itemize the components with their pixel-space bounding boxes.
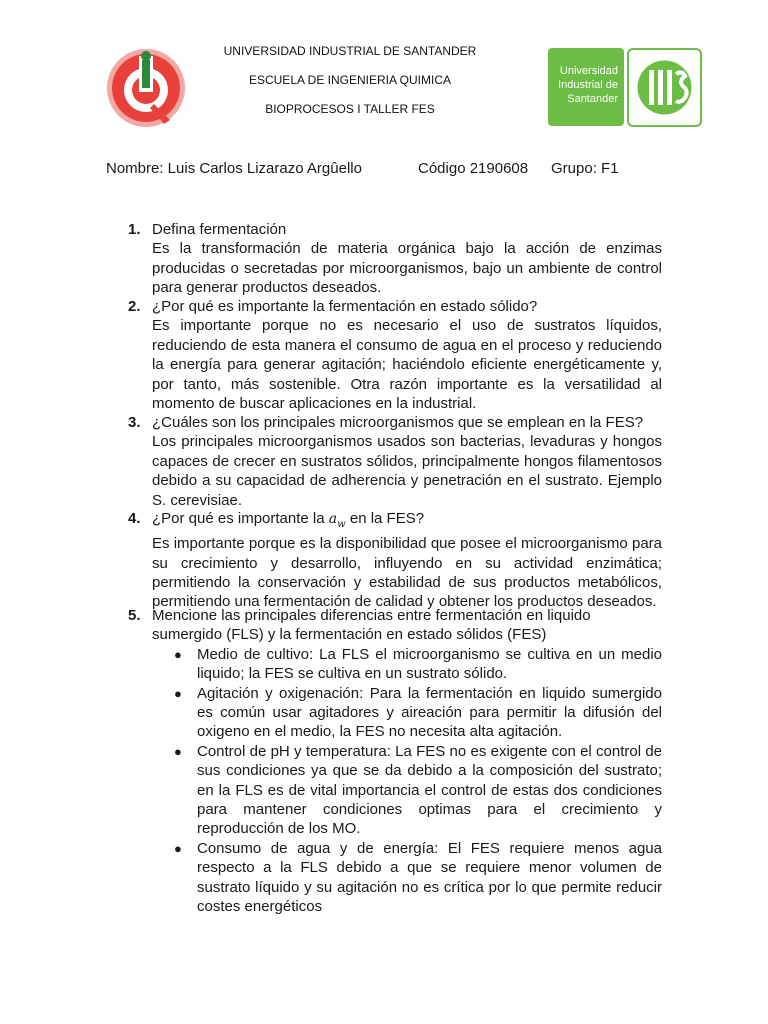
question-block	[128, 509, 662, 612]
list-item-text: Control de pH y temperatura: La FES no es exigente con el control de sus condiciones ya que se da debido a la composición del sustrato; en la FLS es de vital importancia el control de estas dos condiciones para mantener condiciones optimas para el crecimiento y reproducción de los MO.	[197, 742, 662, 838]
question-block	[128, 413, 662, 510]
school-name: ESCUELA DE INGENIERIA QUIMICA	[248, 73, 452, 87]
question-text	[152, 509, 662, 534]
list-item	[152, 839, 662, 917]
question-block	[128, 606, 662, 917]
question-text: ¿Cuáles son los principales microorganismos que se emplean en la FES?	[152, 414, 644, 431]
question-number: 3.	[128, 414, 141, 431]
question-number: 2.	[128, 298, 141, 315]
bullet-icon: ●	[174, 646, 182, 662]
logo-text-line: Santander	[567, 93, 618, 105]
question-text: Defina fermentación	[152, 221, 287, 238]
list-item-text: Consumo de agua y de energía: El FES requiere menos agua respecto a la FLS debido a que se requiere menor volumen de sustrato líquido y su agitación no es crítica por lo que permite reducir costes energéticos	[197, 839, 662, 916]
course-title: BIOPROCESOS I TALLER FES	[265, 102, 435, 116]
list-item-text: Medio de cultivo: La FLS el microorganismo se cultiva en un medio liquido; la FES se cultiva en un sustrato sólido.	[197, 645, 662, 683]
water-activity-var: a	[328, 511, 338, 527]
answer-text: Los principales microorganismos usados son bacterias, levaduras y hongos capaces de crecer en sustratos sólidos, principalmente hongos filamentosos debido a su capacidad de adherencia y penetración en el sustrato. Ejemplo S. cerevisiae.	[152, 433, 662, 509]
logo-text-line: Universidad	[559, 65, 618, 77]
uis-wordmark-logo	[548, 48, 624, 126]
student-code: Código 2190608	[418, 160, 529, 177]
student-group: Grupo: F1	[551, 160, 619, 177]
list-item	[152, 742, 662, 839]
answer-text: Es importante porque es la disponibilidad que posee el microorganismo para su crecimiento y desarrollo, influyendo en su actividad enzimática; permitiendo la conservación y estabilidad de sus productos metabólicos, permitiendo una fermentación de calidad y obtener los productos deseados.	[152, 535, 662, 611]
question-number: 5.	[128, 607, 141, 624]
question-text: ¿Por qué es importante la fermentación en estado sólido?	[152, 298, 538, 315]
uis-symbol-icon	[627, 48, 702, 127]
student-name: Nombre: Luis Carlos Lizarazo Argûello	[106, 160, 362, 177]
bullet-icon: ●	[174, 743, 182, 759]
differences-list	[152, 645, 662, 917]
university-name: UNIVERSIDAD INDUSTRIAL DE SANTANDER	[223, 44, 477, 58]
bullet-icon: ●	[174, 685, 182, 701]
list-item	[152, 645, 662, 684]
question-text-pre: ¿Por qué es importante la	[152, 510, 329, 527]
question-number: 1.	[128, 221, 141, 238]
bullet-icon: ●	[174, 840, 182, 856]
list-item-text: Agitación y oxigenación: Para la fermentación en liquido sumergido es común usar agitadores y aireación para permitir la difusión del oxigeno en el medio, la FES no necesita alta agitación.	[197, 684, 662, 741]
question-block	[128, 297, 662, 413]
question-text: Mencione las principales diferencias entre fermentación en liquido sumergido (FLS) y la fermentación en estado sólidos (FES)	[152, 607, 591, 644]
answer-text: Es importante porque no es necesario el uso de sustratos líquidos, reduciendo de esta manera el consumo de agua en el proceso y reduciendo la energía para generar agitación; haciéndolo eficiente energéticamente y, por tanto, más sostenible. Otra razón importante es la versatilidad al momento de buscar aplicaciones en la industrial.	[152, 317, 662, 413]
eiq-logo-icon	[106, 46, 186, 130]
water-activity-sub: w	[337, 518, 346, 530]
list-item	[152, 684, 662, 742]
logo-text-line: Industrial de	[558, 79, 618, 91]
answer-text: Es la transformación de materia orgánica bajo la acción de enzimas producidas o secretadas por microorganismos, bajo un ambiente de control para generar productos deseados.	[152, 240, 662, 297]
question-text-post: en la FES?	[345, 510, 425, 527]
question-block	[128, 220, 662, 298]
water-activity-symbol	[328, 511, 346, 530]
question-number: 4.	[128, 510, 141, 527]
